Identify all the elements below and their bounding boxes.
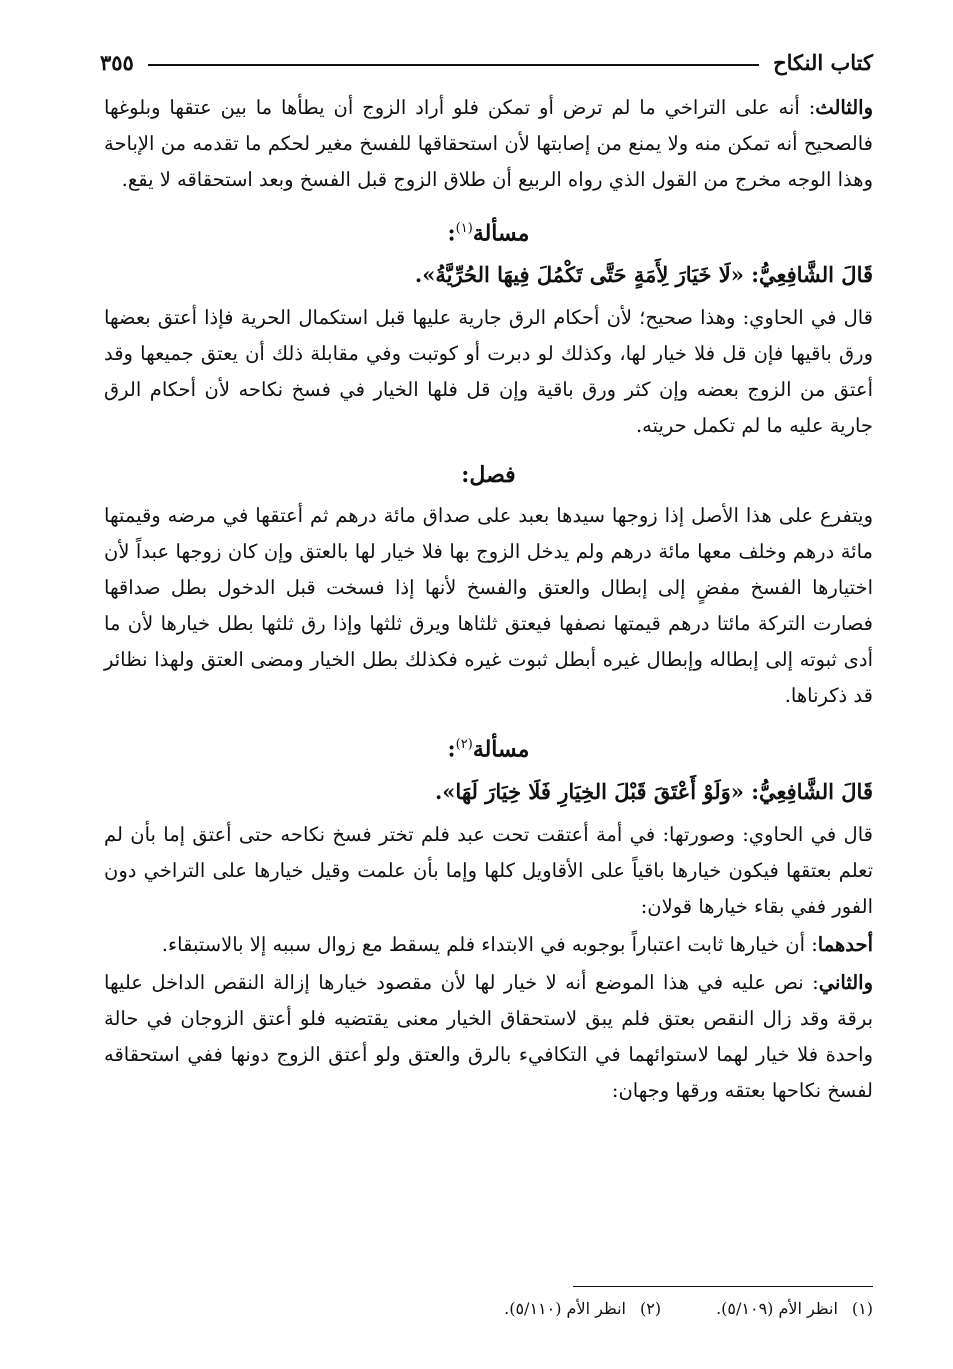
- heading-text: مسألة: [472, 220, 530, 247]
- footnotes: [104, 1296, 873, 1322]
- paragraph-text: : نص عليه في هذا الموضع أنه لا خيار لها لأن مقصود خيارها إزالة النقص الداخل عليها برقة وقد زال النقص بعتق فلم يبق لاستحقاق الخيار معنى يقتضيه فلو أعتق الزوجان في حالة واحدة فلا خيار لهما لاستوائهما في التكافيء بالرق والعتق ولو أعتق الزوج دونها ففي استحقاقه لفسخ نكاحها بعتقه ورقها وجهان:: [104, 970, 874, 1102]
- running-header: [100, 42, 873, 82]
- paragraph-hawi-2: قال في الحاوي: وصورتها: في أمة أعتقت تحت عبد فلم تختر فسخ نكاحه حتى أعتق إما بأن لم تعلم بعتقها فيكون خيارها باقياً على الأقاويل كلها وإما بأن علمت وقيل خيارها على التراخي دون الفور ففي بقاء خيارها قولان:: [104, 822, 873, 918]
- shafii-quote-2: قَالَ الشَّافِعِيُّ: «وَلَوْ أَعْتَقَ قَبْلَ الخِيَارِ فَلَا خِيَارَ لَهَا».: [435, 778, 873, 804]
- page-body: [104, 90, 873, 1111]
- footnote-text: انظر الأم (٥/١٠٩).: [716, 1299, 838, 1318]
- footnote-separator: [573, 1286, 873, 1287]
- heading-colon: :: [447, 220, 456, 247]
- footnote-text: انظر الأم (٥/١١٠).: [504, 1299, 626, 1318]
- heading-colon: :: [447, 736, 456, 763]
- heading-text: مسألة: [472, 736, 530, 763]
- footnote-number: (١): [851, 1299, 873, 1318]
- page-number: ٣٥٥: [100, 49, 134, 75]
- footnote-2: [504, 1296, 661, 1322]
- section-heading-masala-1: [104, 210, 873, 252]
- section-heading-fasl: فصل:: [461, 462, 516, 489]
- paragraph-lead: والثالث: [815, 96, 873, 119]
- footnote-ref: (١): [455, 221, 473, 236]
- section-heading-masala-2: [104, 726, 873, 768]
- footnote-1: [716, 1296, 873, 1322]
- paragraph-lead: أحدهما: [817, 932, 873, 956]
- shafii-quote-1: قَالَ الشَّافِعِيُّ: «لَا خَيَارَ لِأَمَةٍ حَتَّى تَكْمُلَ فِيهَا الحُرِّيَّةُ».: [414, 262, 873, 288]
- paragraph-text: : أنه على التراخي ما لم ترض أو تمكن فلو أراد الزوج أن يطأها ما بين عتقها وبلوغها فالصحيح أنه تمكن منه ولا يمنع من إصابتها لأن استحقاقها للفسخ مغير لحكم ما تقدمه من الإباحة وهذا الوجه مخرج من القول الذي رواه الربيع أن طلاق الزوج قبل الفسخ وبعد استحقاقه لا يقع.: [104, 96, 873, 191]
- paragraph-third-view: [104, 90, 873, 198]
- paragraph-lead: والثاني: [818, 970, 873, 994]
- paragraph-first-opinion: [104, 927, 873, 963]
- chapter-title: كتاب النكاح: [773, 49, 873, 75]
- header-rule: [148, 64, 759, 66]
- paragraph-text: : أن خيارها ثابت اعتباراً بوجوبه في الابتداء فلم يسقط مع زوال سببه إلا بالاستبقاء.: [161, 932, 818, 956]
- paragraph-second-opinion: [104, 965, 873, 1109]
- paragraph-hawi-1: قال في الحاوي: وهذا صحيح؛ لأن أحكام الرق جارية عليها قبل استكمال الحرية فإذا أعتق بعضها ورق باقيها فإن قل فلا خيار لها، وكذلك لو دبرت أو كوتبت وفي مقابلة ذلك أن يعتق جميعها وقد أعتق من الزوج بعضه وإن كثر ورق باقية وإن قل فلها الخيار في فسخ نكاحه لأن أحكام الرق جارية عليه ما لم تكمل حريته.: [104, 306, 873, 438]
- paragraph-fasl: ويتفرع على هذا الأصل إذا زوجها سيدها بعبد على صداق مائة درهم ثم أعتقها في مرضه وقيمتها مائة درهم وخلف معها مائة درهم ولم يدخل الزوج بها فلا خيار لها بالعتق وإن كان زوجها عبداً لأن اختيارها الفسخ مفضٍ إلى إبطال والعتق والفسخ لأنها إذا فسخت قبل الدخول بطل صداقها فصارت التركة مائتا درهم قيمتها نصفها فيعتق ثلثاها ويرق ثلثها وإذا رق ثلثها بطل خيارها لأن ما أدى ثبوته إلى إبطاله وإبطال غيره أبطل ثبوت غيره فكذلك بطل الخيار ومضى العتق ولهذا نظائر قد ذكرناها.: [104, 504, 873, 708]
- footnote-ref: (٢): [455, 737, 473, 753]
- footnote-number: (٢): [639, 1299, 662, 1318]
